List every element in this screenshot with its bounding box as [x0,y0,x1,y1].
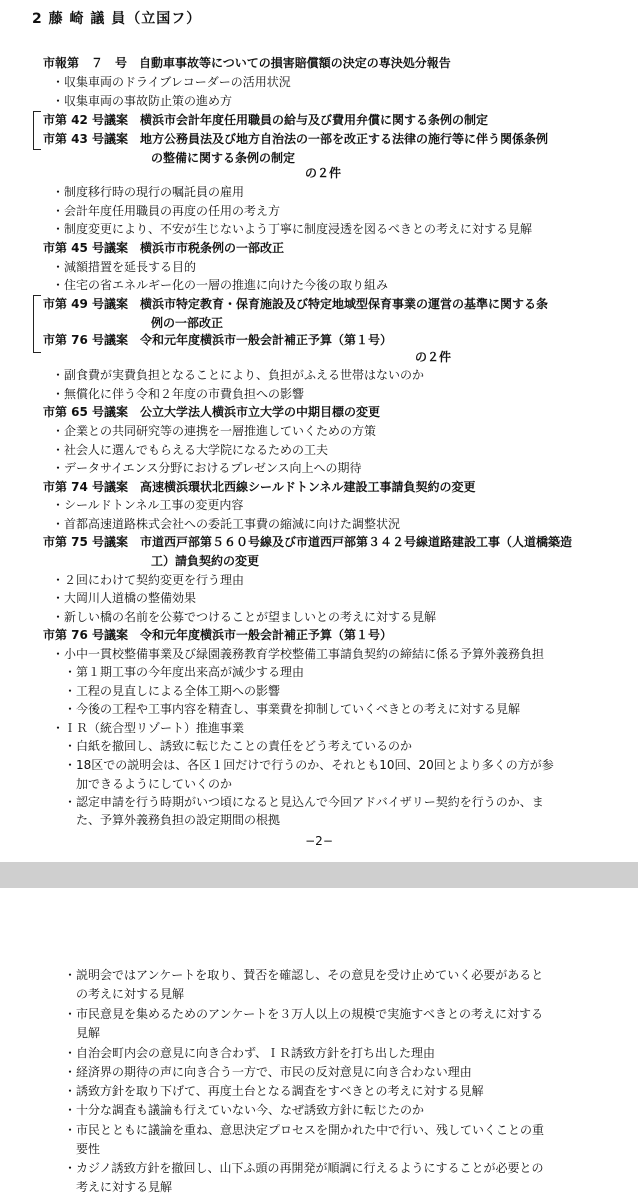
question-item: ・収集車両の事故防止策の進め方 [52,94,233,108]
question-item: ・カジノ誘致方針を撤回し、山下ふ頭の再開発が順調に行えるようにすることが必要との [64,1161,544,1175]
question-item: ・市民意見を集めるためのアンケートを３万人以上の規模で実施すべきとの考えに対する [64,1007,544,1021]
question-item: ・制度変更により、不安が生じないよう丁寧に制度浸透を図るべきとの考えに対する見解 [52,222,533,236]
question-item: 加できるようにしていくのか [76,777,233,791]
agenda-item-title: の２件 [305,166,342,180]
agenda-item-title: 市第 76 号議案 令和元年度横浜市一般会計補正予算（第１号） [43,333,393,347]
group-bracket [33,111,41,150]
agenda-item-title: 市報第 ７ 号 自動車事故等についての損害賠償額の決定の専決処分報告 [43,56,451,70]
group-bracket [33,295,41,353]
agenda-item-title: 市第 45 号議案 横浜市市税条例の一部改正 [43,241,285,255]
question-item: ・収集車両のドライブレコーダーの活用状況 [52,75,291,89]
question-item: ・データサイエンス分野におけるプレゼンス向上への期待 [52,461,362,475]
agenda-item-title: 市第 49 号議案 横浜市特定教育・保育施設及び特定地域型保育事業の運営の基準に関する条 [43,297,549,311]
question-item: ・今後の工程や工事内容を精査し、事業費を抑制していくべきとの考えに対する見解 [64,702,521,716]
question-item: ・自治会町内会の意見に向き合わず、ＩＲ誘致方針を打ち出した理由 [64,1046,436,1060]
agenda-item-title: 例の一部改正 [151,316,224,330]
question-item: ・白紙を撤回し、誘致に転じたことの責任をどう考えているのか [64,739,413,753]
member-heading: 2 藤 崎 議 員（立国フ） [32,11,202,27]
agenda-item-title: の２件 [415,350,452,364]
page-separator [0,862,638,888]
question-item: ・第１期工事の今年度出来高が減少する理由 [64,665,305,679]
question-item: ・誘致方針を取り下げて、再度土台となる調査をすべきとの考えに対する見解 [64,1084,484,1098]
question-item: ・ＩＲ（統合型リゾート）推進事業 [52,721,245,735]
question-item: ・十分な調査も議論も行えていない今、なぜ誘致方針に転じたのか [64,1103,425,1117]
question-item: ・大岡川人道橋の整備効果 [52,591,197,605]
question-item: ・小中一貫校整備事業及び緑園義務教育学校整備工事請負契約の締結に係る予算外義務負担 [52,647,545,661]
question-item: ・認定申請を行う時期がいつ頃になると見込んで今回アドバイザリー契約を行うのか、ま [64,795,544,809]
question-item: ・企業との共同研究等の連携を一層推進していくための方策 [52,424,377,438]
agenda-item-title: 市第 76 号議案 令和元年度横浜市一般会計補正予算（第１号） [43,628,393,642]
question-item: ・首都高速道路株式会社への委託工事費の縮減に向けた調整状況 [52,517,401,531]
question-item: ・社会人に選んでもらえる大学院になるための工夫 [52,443,329,457]
question-item: 考えに対する見解 [76,1180,173,1194]
question-item: ・シールドトンネル工事の変更内容 [52,498,244,512]
question-item: ・会計年度任用職員の再度の任用の考え方 [52,204,281,218]
document-page-2 [0,888,638,1200]
agenda-item-title: 市第 43 号議案 地方公務員法及び地方自治法の一部を改正する法律の施行等に伴う関係条例 [43,132,549,146]
question-item: ・減額措置を延長する目的 [52,260,197,274]
question-item: ・経済界の期待の声に向き合う一方で、市民の反対意見に向き合わない理由 [64,1065,472,1079]
question-item: ・２回にわけて契約変更を行う理由 [52,573,245,587]
question-item: ・副食費が実費負担となることにより、負担がふえる世帯はないのか [52,368,425,382]
question-item: ・新しい橋の名前を公募でつけることが望ましいとの考えに対する見解 [52,610,437,624]
page-number: −2− [305,834,333,848]
question-item: ・制度移行時の現行の嘱託員の雇用 [52,185,245,199]
question-item: ・市民とともに議論を重ね、意思決定プロセスを開かれた中で行い、残していくことの重 [64,1123,545,1137]
question-item: ・住宅の省エネルギー化の一層の推進に向けた今後の取り組み [52,278,389,292]
agenda-item-title: 市第 74 号議案 高速横浜環状北西線シールドトンネル建設工事請負契約の変更 [43,480,476,494]
question-item: の考えに対する見解 [76,987,185,1001]
question-item: ・工程の見直しによる全体工期への影響 [64,684,281,698]
question-item: た、予算外義務負担の設定期間の根拠 [76,813,281,827]
agenda-item-title: 工）請負契約の変更 [151,554,260,568]
question-item: ・18区での説明会は、各区１回だけで行うのか、それとも10回、20回とより多くの方が参 [64,758,554,772]
agenda-item-title: 市第 65 号議案 公立大学法人横浜市立大学の中期目標の変更 [43,405,381,419]
question-item: 要性 [76,1142,101,1156]
agenda-item-title: の整備に関する条例の制定 [151,151,296,165]
agenda-item-title: 市第 42 号議案 横浜市会計年度任用職員の給与及び費用弁償に関する条例の制定 [43,113,489,127]
agenda-item-title: 市第 75 号議案 市道西戸部第５６０号線及び市道西戸部第３４２号線道路建設工事（人道橋築造 [43,535,573,549]
question-item: ・無償化に伴う令和２年度の市費負担への影響 [52,387,305,401]
question-item: ・説明会ではアンケートを取り、賛否を確認し、その意見を受け止めていく必要があると [64,968,544,982]
question-item: 見解 [76,1026,101,1040]
